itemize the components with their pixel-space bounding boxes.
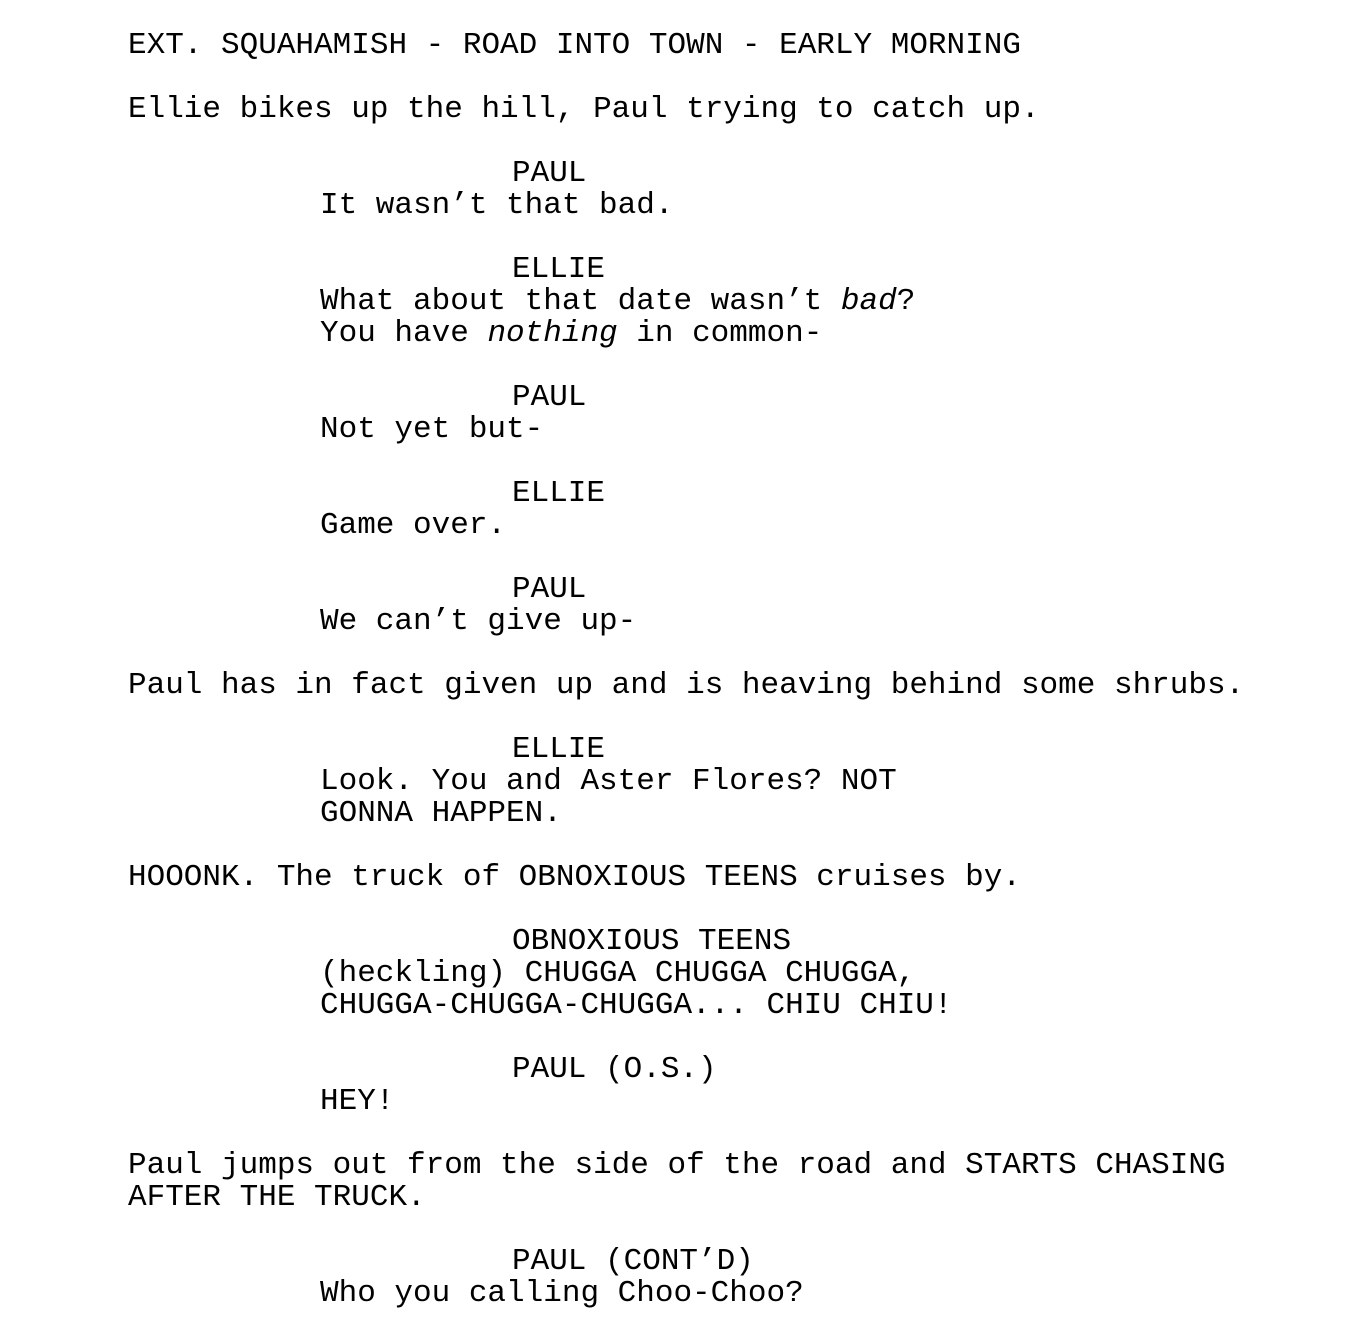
character-name: ELLIE (512, 252, 606, 287)
emphasis-text: nothing (487, 316, 618, 351)
dialogue-text: in common- (617, 316, 823, 351)
character-name: ELLIE (512, 476, 606, 511)
dialogue-line: CHUGGA-CHUGGA-CHUGGA... CHIU CHIU! (320, 988, 953, 1023)
emphasis-text: bad (840, 284, 897, 319)
dialogue-line: Game over. (320, 508, 507, 543)
dialogue-line: Look. You and Aster Flores? NOT (320, 764, 897, 799)
dialogue-line: GONNA HAPPEN. (320, 796, 562, 831)
dialogue-text: What about that date wasn’t (320, 284, 841, 319)
scene-heading: EXT. SQUAHAMISH - ROAD INTO TOWN - EARLY MORNING (128, 28, 1021, 63)
character-name: OBNOXIOUS TEENS (512, 924, 792, 959)
character-name: PAUL (CONT’D) (512, 1244, 754, 1279)
dialogue-line: HEY! (320, 1084, 395, 1119)
dialogue-line (320, 286, 915, 318)
dialogue-line: We can’t give up- (320, 604, 637, 639)
character-name: PAUL (O.S.) (512, 1052, 717, 1087)
action-line: Paul has in fact given up and is heaving behind some shrubs. (128, 668, 1245, 703)
dialogue-line: Who you calling Choo-Choo? (320, 1276, 804, 1311)
action-line: Paul jumps out from the side of the road and STARTS CHASING (128, 1148, 1226, 1183)
character-name: ELLIE (512, 732, 606, 767)
dialogue-line (320, 318, 822, 350)
action-line: AFTER THE TRUCK. (128, 1180, 426, 1215)
dialogue-line: Not yet but- (320, 412, 544, 447)
dialogue-text: You have (320, 316, 488, 351)
dialogue-line: It wasn’t that bad. (320, 188, 674, 223)
action-line: HOOONK. The truck of OBNOXIOUS TEENS cruises by. (128, 860, 1021, 895)
character-name: PAUL (512, 572, 587, 607)
dialogue-text: ? (896, 284, 916, 319)
action-line: Ellie bikes up the hill, Paul trying to catch up. (128, 92, 1040, 127)
dialogue-line: (heckling) CHUGGA CHUGGA CHUGGA, (320, 956, 916, 991)
character-name: PAUL (512, 380, 587, 415)
character-name: PAUL (512, 156, 587, 191)
